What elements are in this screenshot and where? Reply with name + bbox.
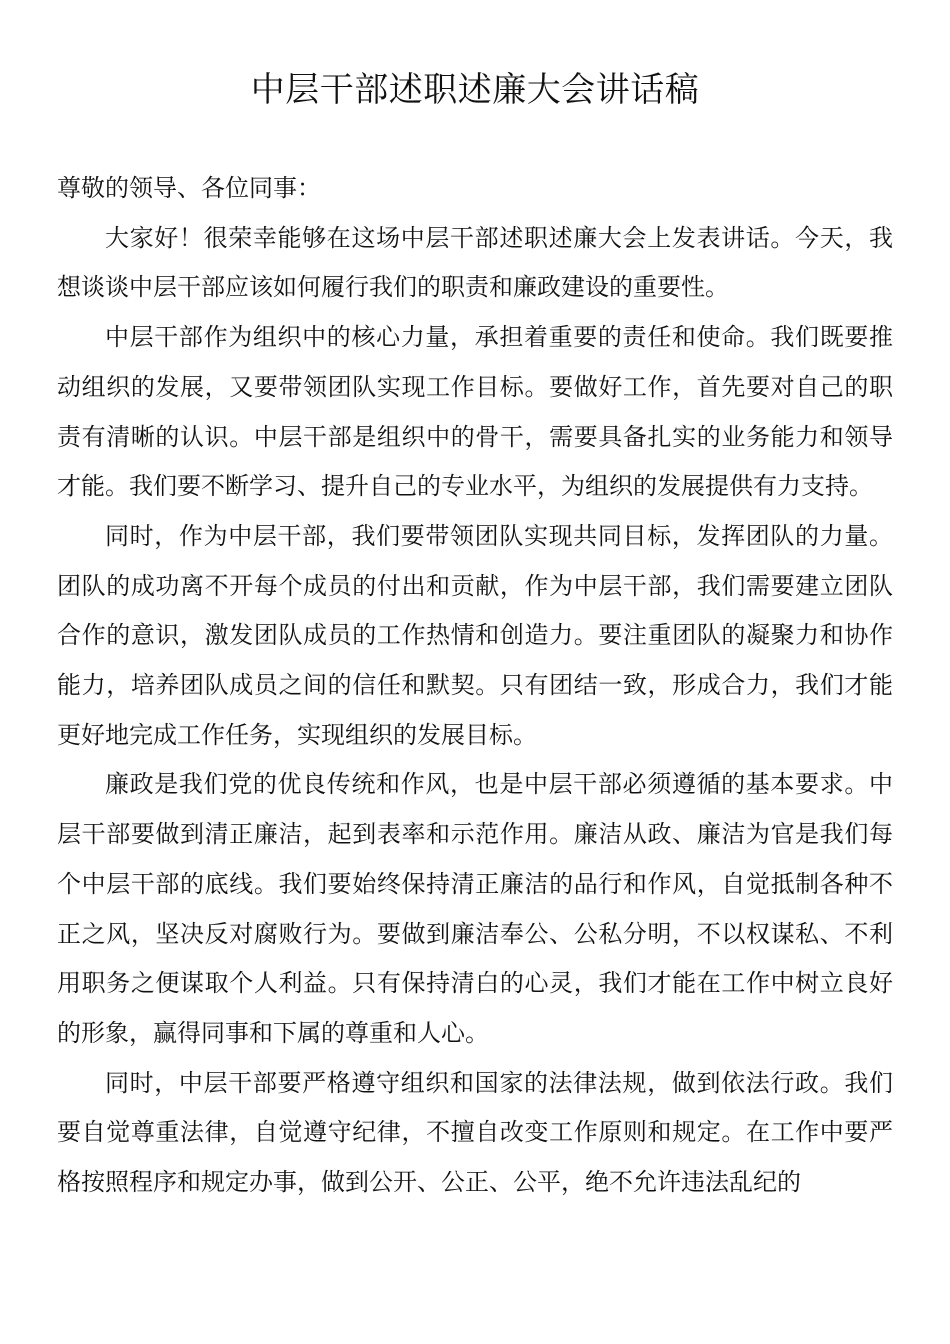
paragraph-4: 廉政是我们党的优良传统和作风，也是中层干部必须遵循的基本要求。中层干部要做到清正廉洁，起到表率和示范作用。廉洁从政、廉洁为官是我们每个中层干部的底线。我们要始终保持清正廉洁的品行和作风，自觉抵制各种不正之风，坚决反对腐败行为。要做到廉洁奉公、公私分明，不以权谋私、不利用职务之便谋取个人利益。只有保持清白的心灵，我们才能在工作中树立良好的形象，赢得同事和下属的尊重和人心。 <box>57 770 893 1047</box>
document-title: 中层干部述职述廉大会讲话稿 <box>250 70 700 110</box>
document-body <box>57 164 893 1208</box>
paragraph-1: 大家好！很荣幸能够在这场中层干部述职述廉大会上发表讲话。今天，我想谈谈中层干部应该如何履行我们的职责和廉政建设的重要性。 <box>57 223 893 302</box>
paragraph-5: 同时，中层干部要严格遵守组织和国家的法律法规，做到依法行政。我们要自觉尊重法律，自觉遵守纪律，不擅自改变工作原则和规定。在工作中要严格按照程序和规定办事，做到公开、公正、公平，绝不允许违法乱纪的 <box>57 1068 893 1197</box>
paragraph-2: 中层干部作为组织中的核心力量，承担着重要的责任和使命。我们既要推动组织的发展，又要带领团队实现工作目标。要做好工作，首先要对自己的职责有清晰的认识。中层干部是组织中的骨干，需要具备扎实的业务能力和领导才能。我们要不断学习、提升自己的专业水平，为组织的发展提供有力支持。 <box>57 323 893 501</box>
salutation: 尊敬的领导、各位同事： <box>57 174 321 202</box>
paragraph-3: 同时，作为中层干部，我们要带领团队实现共同目标，发挥团队的力量。团队的成功离不开每个成员的付出和贡献，作为中层干部，我们需要建立团队合作的意识，激发团队成员的工作热情和创造力。要注重团队的凝聚力和协作能力，培养团队成员之间的信任和默契。只有团结一致，形成合力，我们才能更好地完成工作任务，实现组织的发展目标。 <box>57 521 893 749</box>
